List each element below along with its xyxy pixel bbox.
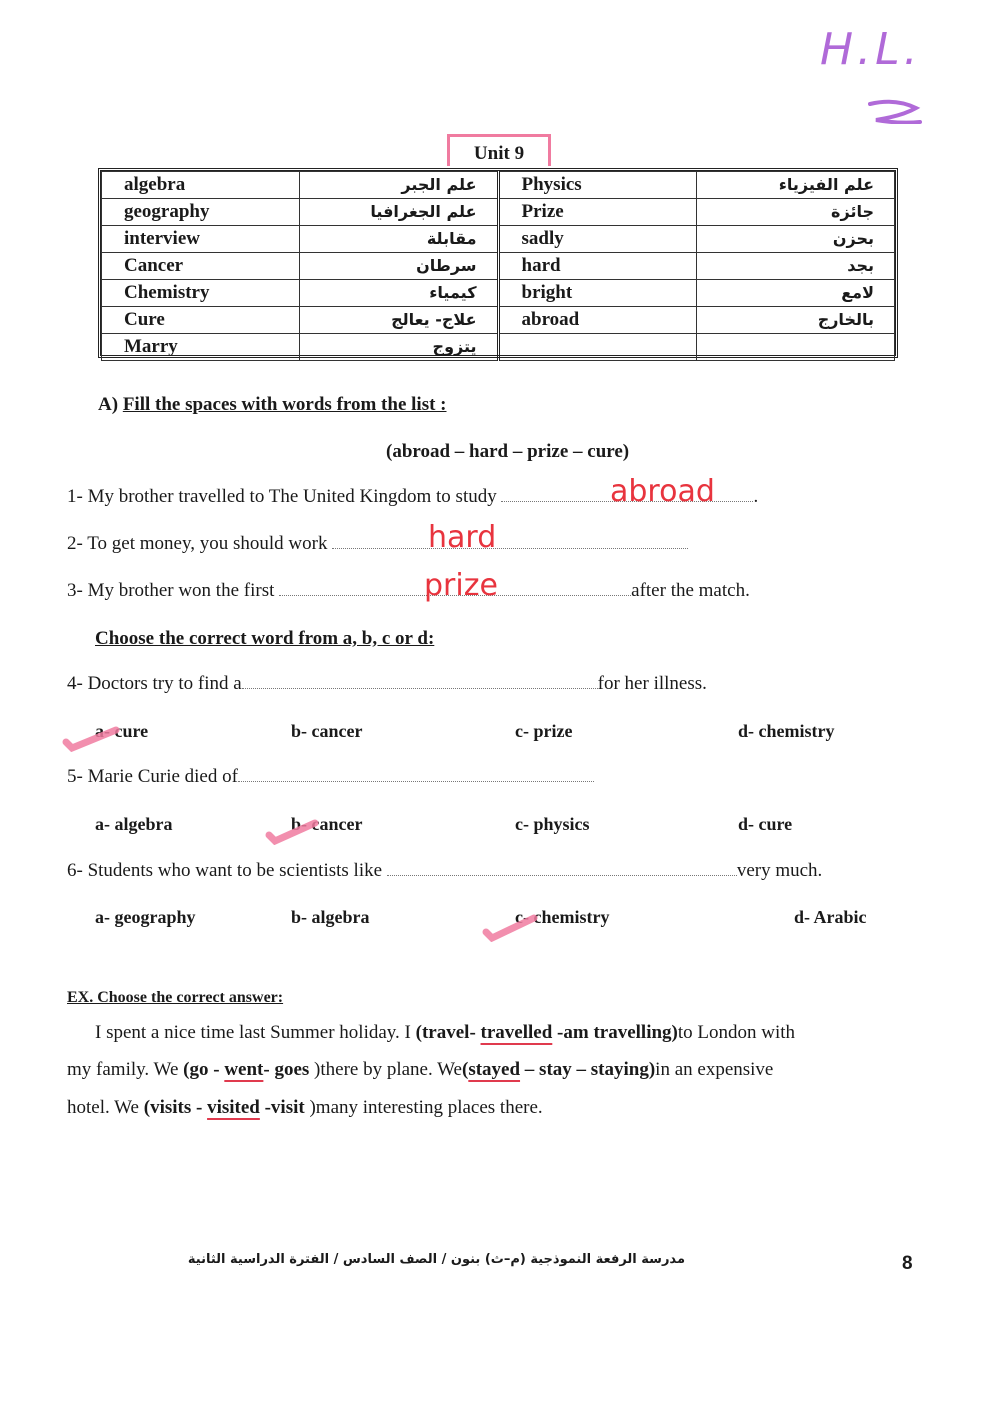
vocab-ar: بحزن	[696, 226, 894, 253]
vocab-empty	[696, 334, 894, 361]
section-a-heading	[98, 394, 447, 416]
option-a[interactable]: a- algebra	[95, 814, 173, 834]
vocab-ar: سرطان	[300, 253, 498, 280]
question-text: My brother travelled to The United Kingdom to study	[87, 486, 497, 507]
table-row	[102, 226, 895, 253]
table-row	[102, 334, 895, 361]
vocab-ar: يتزوج	[300, 334, 498, 361]
choice-text: (	[461, 1059, 469, 1080]
text: )there by plane. We	[314, 1059, 462, 1080]
selected-answer[interactable]: stayed	[468, 1059, 521, 1080]
option-b[interactable]: b- algebra	[291, 907, 370, 927]
question-3	[67, 580, 750, 602]
option-b[interactable]: b- cancer	[291, 814, 363, 834]
question-number: 4-	[67, 673, 83, 694]
section-a-label: A)	[98, 394, 119, 415]
vocab-en: sadly	[498, 226, 696, 253]
page-number: 8	[902, 1253, 913, 1274]
handwritten-answer: abroad	[610, 474, 715, 509]
check-mark-icon	[482, 908, 542, 942]
exercise-line-1	[95, 1022, 795, 1044]
question-number: 2-	[67, 533, 83, 554]
selected-answer[interactable]: visited	[207, 1097, 260, 1118]
option-d[interactable]: d- Arabic	[794, 907, 867, 927]
question-end: for her illness.	[597, 673, 707, 694]
selected-answer[interactable]: went	[224, 1059, 264, 1080]
question-4	[67, 673, 707, 695]
vocab-en: geography	[102, 199, 300, 226]
choice-text: -am travelling)	[552, 1022, 678, 1043]
text: to London with	[677, 1022, 796, 1043]
footer-school: مدرسة الرفعة النموذجية (م–ث) بنون / الصف السادس / الفترة الدراسية الثانية	[187, 1252, 685, 1267]
text: in an expensive	[655, 1059, 774, 1080]
choice-text: -visit	[259, 1097, 310, 1118]
vocab-ar: بجد	[696, 253, 894, 280]
vocab-en: Prize	[498, 199, 696, 226]
vocab-ar: جائزة	[696, 199, 894, 226]
choice-text: (go -	[183, 1059, 225, 1080]
vocab-ar: بالخارج	[696, 307, 894, 334]
question-text: Doctors try to find a	[87, 673, 242, 694]
question-6	[67, 860, 822, 882]
vocab-ar: علم الجبر	[300, 172, 498, 199]
vocab-en: bright	[498, 280, 696, 307]
vocab-en: interview	[102, 226, 300, 253]
choice-text: (visits -	[143, 1097, 208, 1118]
option-d[interactable]: d- chemistry	[738, 721, 835, 741]
question-number: 3-	[67, 580, 83, 601]
question-number: 1-	[67, 486, 83, 507]
option-c[interactable]: c- prize	[515, 721, 573, 741]
question-number: 5-	[67, 766, 83, 787]
text: )many interesting places there.	[309, 1097, 543, 1118]
vocab-en: Cancer	[102, 253, 300, 280]
question-number: 6-	[67, 860, 83, 881]
exercise-line-2	[67, 1059, 773, 1081]
handwritten-answer: hard	[428, 520, 497, 555]
word-list: (abroad – hard – prize – cure)	[386, 441, 630, 462]
question-end: .	[753, 486, 759, 507]
question-2	[67, 533, 688, 555]
exercise-line-3	[67, 1097, 543, 1119]
vocab-en: Marry	[102, 334, 300, 361]
vocab-table	[98, 168, 898, 358]
question-text: Students who want to be scientists like	[87, 860, 383, 881]
option-a[interactable]: a- cure	[95, 721, 149, 741]
vocab-en: Cure	[102, 307, 300, 334]
option-c[interactable]: c- physics	[515, 814, 590, 834]
text: hotel. We	[67, 1097, 144, 1118]
vocab-ar: علم الفيزياء	[696, 172, 894, 199]
question-5	[67, 766, 594, 788]
question-text: My brother won the first	[87, 580, 275, 601]
option-b[interactable]: b- cancer	[291, 721, 363, 741]
option-c[interactable]: c- chemistry	[515, 907, 610, 927]
header-note-underline-icon	[820, 24, 960, 124]
answer-blank[interactable]	[238, 767, 594, 782]
vocab-en: Chemistry	[102, 280, 300, 307]
option-a[interactable]: a- geography	[95, 907, 196, 927]
answer-blank[interactable]	[242, 674, 598, 689]
answer-blank[interactable]	[332, 534, 688, 549]
vocab-ar: علاج- يعالج	[300, 307, 498, 334]
question-text: Marie Curie died of	[87, 766, 238, 787]
selected-answer[interactable]: travelled	[480, 1022, 553, 1043]
table-row	[102, 307, 895, 334]
question-end: very much.	[736, 860, 823, 881]
header-note-text: H.L.	[820, 24, 922, 75]
table-row	[102, 172, 895, 199]
section-b-heading: Choose the correct word from a, b, c or d:	[95, 628, 435, 649]
vocab-ar: مقابلة	[300, 226, 498, 253]
header-note	[820, 24, 960, 124]
exercise-heading: EX. Choose the correct answer:	[67, 989, 284, 1006]
check-mark-icon	[265, 815, 325, 845]
choice-text: - goes	[263, 1059, 315, 1080]
table-row	[102, 199, 895, 226]
vocab-en: abroad	[498, 307, 696, 334]
vocab-en: Physics	[498, 172, 696, 199]
vocab-ar: لامع	[696, 280, 894, 307]
choice-text: – stay – staying)	[520, 1059, 656, 1080]
text: I spent a nice time last Summer holiday. I	[95, 1022, 416, 1043]
vocab-empty	[498, 334, 696, 361]
question-text: To get money, you should work	[87, 533, 328, 554]
vocab-ar: علم الجغرافيا	[300, 199, 498, 226]
option-d[interactable]: d- cure	[738, 814, 793, 834]
table-row	[102, 253, 895, 280]
text: my family. We	[67, 1059, 184, 1080]
vocab-en: algebra	[102, 172, 300, 199]
handwritten-answer: prize	[424, 568, 498, 603]
check-mark-icon	[62, 722, 122, 752]
question-end: after the match.	[631, 580, 750, 601]
section-a-title: Fill the spaces with words from the list :	[122, 394, 447, 415]
choice-text: (travel-	[415, 1022, 481, 1043]
answer-blank[interactable]	[387, 861, 737, 876]
table-row	[102, 280, 895, 307]
vocab-ar: كيمياء	[300, 280, 498, 307]
vocab-en: hard	[498, 253, 696, 280]
unit-title: Unit 9	[447, 134, 551, 166]
